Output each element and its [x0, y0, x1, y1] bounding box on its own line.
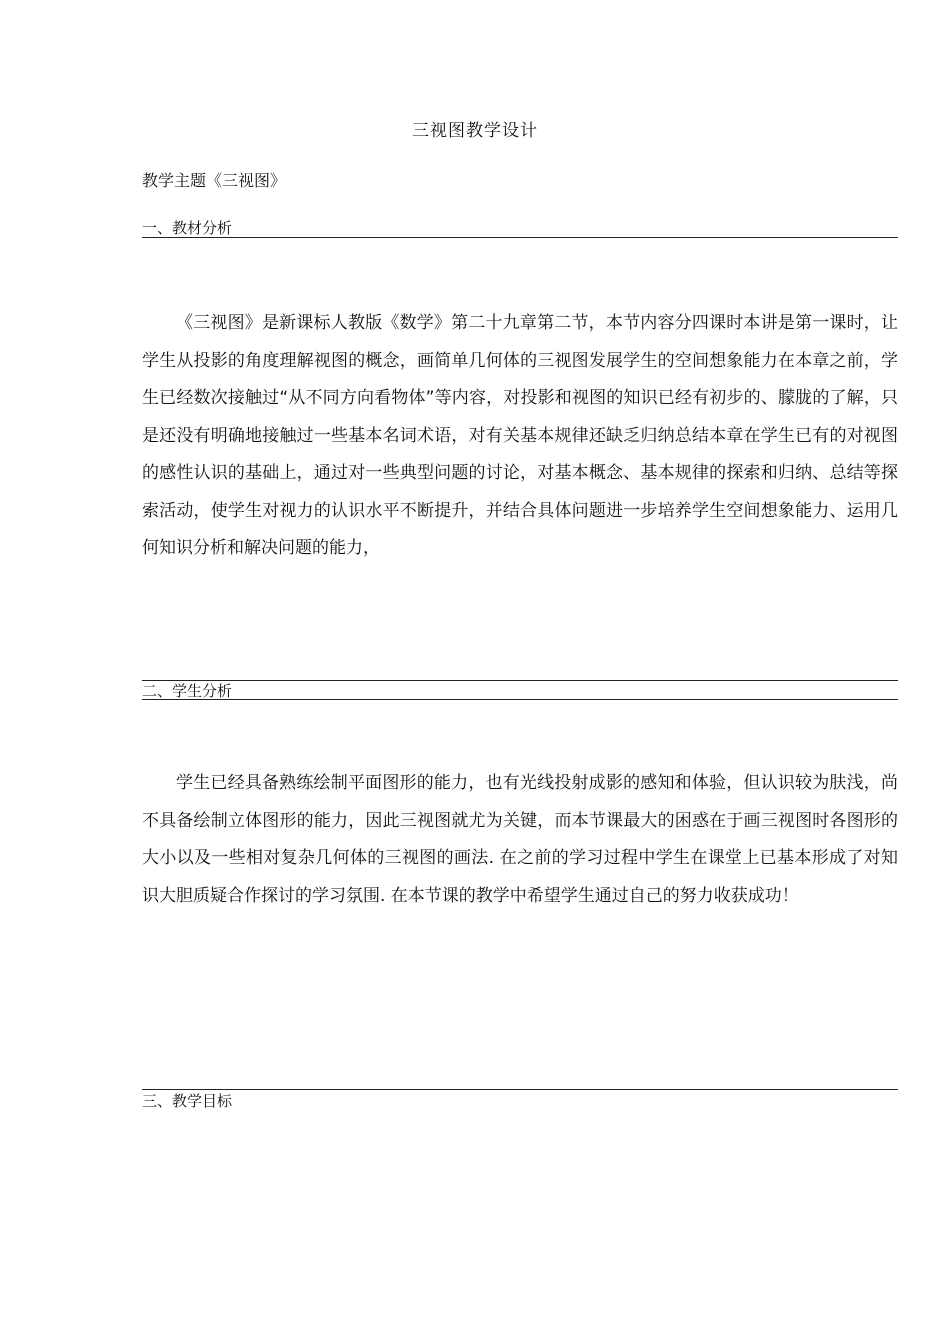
- section-rule: [142, 237, 898, 238]
- document-title: 三视图教学设计: [412, 121, 538, 141]
- section-rule: [142, 699, 898, 700]
- section-heading-teaching-goals: 三、教学目标: [142, 1092, 233, 1110]
- section-heading-student-analysis: 二、学生分析: [142, 682, 233, 700]
- section-heading-textbook-analysis: 一、教材分析: [142, 219, 233, 237]
- teaching-subject: 教学主题《三视图》: [142, 171, 287, 190]
- section-rule: [142, 680, 898, 681]
- section-paragraph-textbook-analysis: 《三视图》是新课标人教版《数学》第二十九章第二节，本节内容分四课时本讲是第一课时，让学生从投影的角度理解视图的概念，画简单几何体的三视图发展学生的空间想象能力在本章之前，学生已经数次接触过“从不同方向看物体”等内容，对投影和视图的知识已经有初步的、朦胧的了解，只是还没有明确地接触过一些基本名词术语，对有关基本规律还缺乏归纳总结本章在学生已有的对视图的感性认识的基础上，通过对一些典型问题的讨论，对基本概念、基本规律的探索和归纳、总结等探索活动，使学生对视力的认识水平不断提升，并结合具体问题进一步培养学生空间想象能力、运用几何知识分析和解决问题的能力，: [142, 313, 898, 558]
- section-paragraph-student-analysis: 学生已经具备熟练绘制平面图形的能力，也有光线投射成影的感知和体验，但认识较为肤浅，尚不具备绘制立体图形的能力，因此三视图就尤为关键，而本节课最大的困惑在于画三视图时各图形的大小以及一些相对复杂几何体的三视图的画法. 在之前的学习过程中学生在课堂上已基本形成了对知识大胆质疑合作探讨的学习氛围. 在本节课的教学中希望学生通过自己的努力收获成功！: [142, 773, 898, 906]
- section-rule: [142, 1089, 898, 1090]
